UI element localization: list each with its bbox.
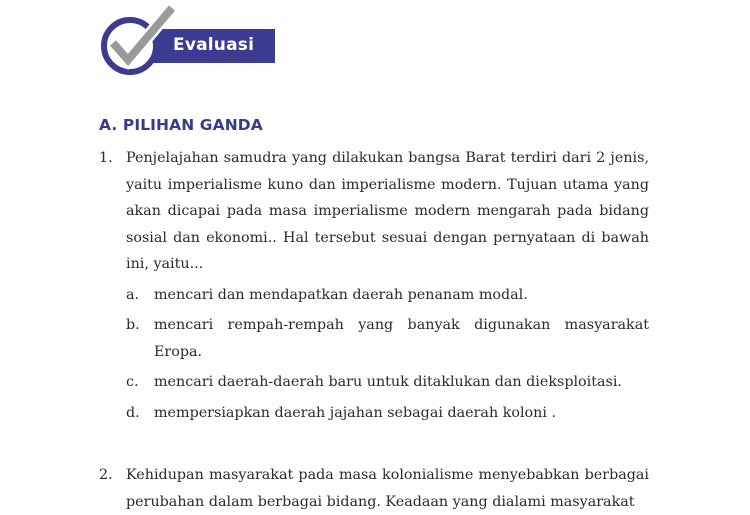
question-text: Penjelajahan samudra yang dilakukan bangsa Barat terdiri dari 2 jenis, yaitu imperialisme kuno dan imperialisme modern. Tujuan utama yang akan dicapai pada masa imperialisme modern mengarah pada bidang sosial dan ekonomi.. Hal tersebut sesuai dengan pernyataan di bawah ini, yaitu... <box>126 150 649 272</box>
section-title: A. PILIHAN GANDA <box>99 116 263 134</box>
option-letter: c. <box>126 374 139 390</box>
option-text: mencari rempah-rempah yang banyak digunakan masyarakat Eropa. <box>154 317 649 360</box>
answer-option-c <box>126 369 649 396</box>
question-number: 1. <box>99 150 113 166</box>
answer-option-a <box>126 282 649 309</box>
option-text: mencari daerah-daerah baru untuk ditaklukan dan dieksploitasi. <box>154 374 622 390</box>
question-text: Kehidupan masyarakat pada masa kolonialisme menyebabkan berbagai perubahan dalam berbagai bidang. Keadaan yang dialami masyarakat <box>126 467 649 510</box>
option-letter: d. <box>126 404 140 421</box>
question-number: 2. <box>99 467 113 483</box>
answer-options <box>126 282 649 427</box>
question-1 <box>99 145 649 430</box>
option-text: mempersiapkan daerah jajahan sebagai daerah koloni . <box>154 404 557 421</box>
answer-option-d <box>126 400 649 427</box>
option-letter: a. <box>126 286 140 303</box>
question-2 <box>99 462 649 515</box>
answer-option-b <box>126 312 649 365</box>
badge-label: Evaluasi <box>173 35 255 55</box>
option-text: mencari dan mendapatkan daerah penanam modal. <box>154 286 528 303</box>
option-letter: b. <box>126 317 140 333</box>
